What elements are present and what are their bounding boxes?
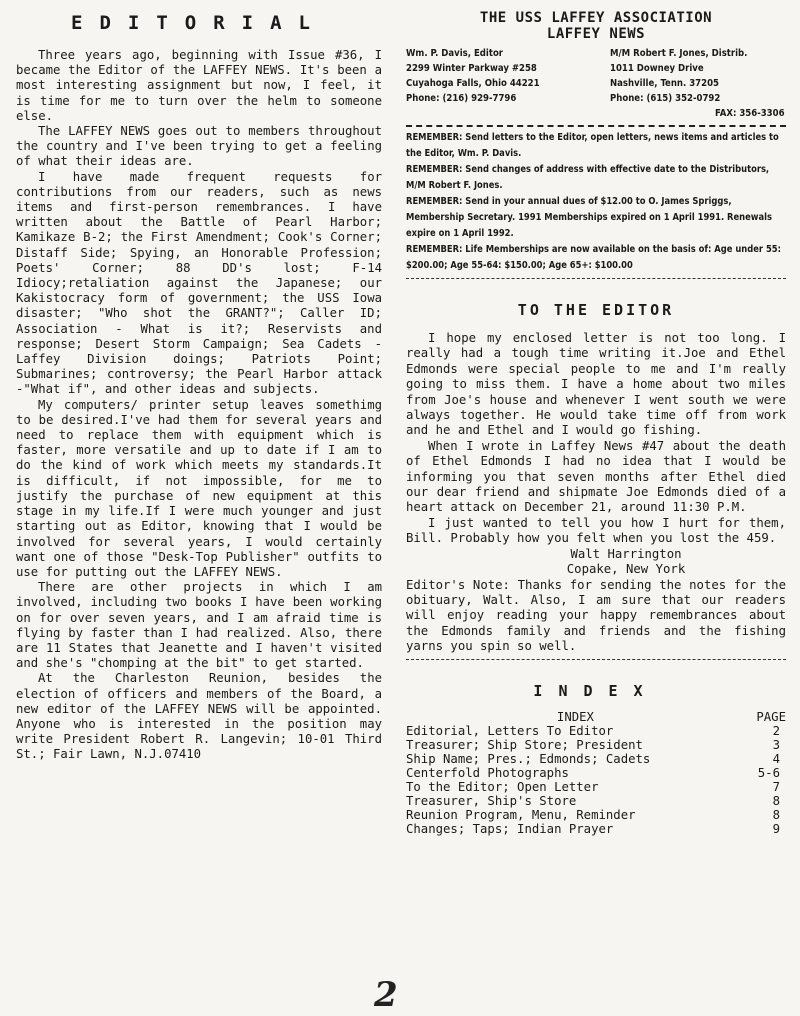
masthead-subtitle: LAFFEY NEWS — [546, 26, 646, 42]
masthead-contacts — [406, 46, 786, 121]
index-heading: INDEX — [533, 681, 659, 700]
to-editor-heading: TO THE EDITOR — [517, 301, 675, 319]
editorial-paragraph: My computers/ printer setup leaves somethimg to be desired.I've had them for several years and need to replace them with equipment which is faster, more versatile and up to date if I am to do the kind of work which meets my standards.It is difficult, if not impossible, for me to justify the purchase of new equipment at this stage in my life.If I were much younger and just starting out as Editor, knowing that I would be involved for several years, I would certainly want one of those "Desk-Top Publisher" outfits to use for putting out the LAFFEY NEWS. — [16, 397, 382, 579]
distributor-city: Nashville, Tenn. 37205 — [610, 78, 719, 89]
index-title: Ship Name; Pres.; Edmonds; Cadets — [406, 751, 651, 766]
editors-note: Editor's Note: Thanks for sending the notes for the obituary, Walt. Also, I am sure that our readers will enjoy reading your happy remembrances about the Edmonds family and friends and the fishing yarns you spin so well. — [406, 577, 786, 654]
editorial-paragraph: Three years ago, beginning with Issue #36, I became the Editor of the LAFFEY NEWS. It's been a most interesting assignment but now, I feel, it is time for me to turn over the helm to someone else. — [16, 48, 382, 123]
index-page: 9 — [772, 821, 780, 836]
index-header-row — [406, 710, 786, 724]
index-page: 5-6 — [757, 765, 780, 780]
index-title: Treasurer; Ship Store; President — [406, 737, 643, 752]
index-row — [406, 724, 786, 738]
editorial-heading: EDITORIAL — [71, 12, 327, 34]
reminder-item: REMEMBER: Send changes of address with effective date to the Distributors, M/M Robert F. Jones. — [406, 164, 770, 191]
index-row — [406, 752, 786, 766]
index-table — [406, 710, 786, 836]
index-row — [406, 766, 786, 780]
distributor-phone: Phone: (615) 352-0792 — [610, 93, 721, 104]
index-title: Reunion Program, Menu, Reminder — [406, 807, 636, 822]
page-number: 2 — [374, 975, 398, 1015]
index-col-header: INDEX — [556, 709, 594, 724]
index-title: To the Editor; Open Letter — [406, 779, 599, 794]
editor-name: Wm. P. Davis, Editor — [406, 48, 504, 59]
editor-address: 2299 Winter Parkway #258 — [406, 63, 537, 74]
editorial-paragraph: The LAFFEY NEWS goes out to members throughout the country and I've been trying to get a feeling of what their ideas are. — [16, 124, 382, 169]
masthead — [406, 10, 786, 121]
reminder-item: REMEMBER: Send letters to the Editor, open letters, news items and articles to the Editor, Wm. P. Davis. — [406, 132, 779, 159]
editor-contact — [406, 46, 540, 121]
index-title: Editorial, Letters To Editor — [406, 723, 614, 738]
masthead-title: THE USS LAFFEY ASSOCIATION — [479, 10, 713, 26]
editorial-paragraph: I have made frequent requests for contributions from our readers, such as news items and first-person remembrances. I have written about the Battle of Pearl Harbor; Kamikaze B-2; the First Amendment; Cook's Corner; Distaff Side; Spying, an Honorable Profession; Poets' Corner; 88 DD's lost; F-14 Idiocy;retaliation against the Japanese; our Kakistocracy form of government; the USS Iowa disaster; "Who shot the GRANT?"; Caller ID; Association - What is it?; Reservists and response; Desert Storm Campaign; Sea Cadets - Laffey Division doings; Patriots Point; Submarines; controversy; the Pearl Harbor attack -"What if", and other ideas and subjects. — [16, 169, 382, 397]
distributor-contact — [610, 46, 786, 121]
reminder-item: REMEMBER: Send in your annual dues of $12.00 to O. James Spriggs, Membership Secretary. 1991 Memberships expired on 1 April 1991. Renewals expire on 1 April 1992. — [406, 196, 772, 239]
signature-name: Walt Harrington — [570, 546, 682, 561]
editor-city: Cuyahoga Falls, Ohio 44221 — [406, 78, 540, 89]
divider — [406, 278, 786, 279]
index-title: Centerfold Photographs — [406, 765, 569, 780]
index-row — [406, 794, 786, 808]
index-row — [406, 822, 786, 836]
index-page: 2 — [772, 723, 780, 738]
index-page: 3 — [772, 737, 780, 752]
signature-place: Copake, New York — [566, 562, 686, 577]
divider — [406, 659, 786, 660]
letter-body — [406, 331, 786, 655]
letter-paragraph: When I wrote in Laffey News #47 about the death of Ethel Edmonds I had no idea that I would be informing you that seven months after Ethel died our dear friend and shipmate Joe Edmonds died of a heart attack on December 21, around 11:30 P.M. — [406, 438, 786, 515]
index-page: 8 — [772, 793, 780, 808]
letter-paragraph: I just wanted to tell you how I hurt for them, Bill. Probably how you felt when you lost the 459. — [406, 515, 786, 546]
index-page: 4 — [772, 751, 780, 766]
index-title: Treasurer, Ship's Store — [406, 793, 577, 808]
editorial-paragraph: There are other projects in which I am involved, including two books I have been working on for over seven years, and I am afraid time is flying by faster than I had realized. Also, there are 11 States that Jeanette and I haven't visited and she's "chomping at the bit" to get started. — [16, 580, 382, 671]
index-row — [406, 780, 786, 794]
editorial-column — [16, 10, 382, 763]
distributor-name: M/M Robert F. Jones, Distrib. — [610, 48, 748, 59]
divider — [406, 125, 786, 127]
editorial-body — [16, 48, 382, 763]
right-column — [406, 10, 786, 836]
letter-paragraph: I hope my enclosed letter is not too long. I really had a tough time writing it.Joe and Ethel Edmonds were special people to me and I'm really going to miss them. I have a home about two miles from Joe's house and whenever I went south we were always together. He would take time off from work and he and Ethel and I would go fishing. — [406, 331, 786, 438]
index-title: Changes; Taps; Indian Prayer — [406, 821, 614, 836]
page-col-header: PAGE — [756, 709, 786, 724]
index-row — [406, 738, 786, 752]
index-row — [406, 808, 786, 822]
index-page: 7 — [772, 779, 780, 794]
editorial-paragraph: At the Charleston Reunion, besides the election of officers and members of the Board, a new editor of the LAFFEY NEWS will be appointed. Anyone who is interested in the position may write President Robert R. Langevin; 10-01 Third St.; Fair Lawn, N.J.07410 — [16, 671, 382, 762]
distributor-address: 1011 Downey Drive — [610, 63, 704, 74]
distributor-fax: FAX: 356-3306 — [715, 108, 785, 119]
editor-phone: Phone: (216) 929-7796 — [406, 93, 517, 104]
index-page: 8 — [772, 807, 780, 822]
reminder-notices — [406, 130, 786, 274]
reminder-item: REMEMBER: Life Memberships are now available on the basis of: Age under 55: $200.00; Age 55-64: $150.00; Age 65+: $100.00 — [406, 244, 781, 271]
